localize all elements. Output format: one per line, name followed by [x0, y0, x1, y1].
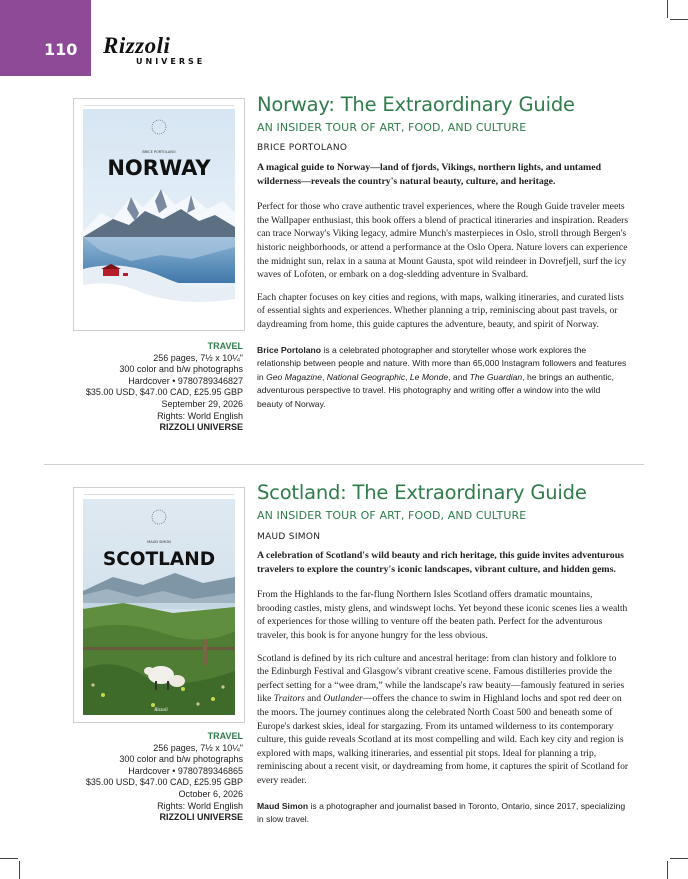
book-lead: A magical guide to Norway—land of fjords, Vikings, northern lights, and untamed wilderness—reveals the country's natural beauty, culture, and heritage. — [257, 162, 602, 187]
book-pages: 256 pages, 7½ x 10¼" — [153, 352, 243, 363]
book-description — [257, 161, 629, 341]
cover-rule — [84, 105, 234, 106]
book-paragraph — [257, 652, 629, 788]
cover-author-text: MAUD SIMON — [147, 540, 171, 544]
paragraph-text: —offers the chance to swim in Highland lochs and spot red deer on the moors. The journey continues along the celebrated North Coast 500 and beneath some of Europe's darkest skies, ideal for stargazing. From its untamed wilderness to its contemporary culture, this guide reveals Scotland at its most compelling and wild. Each key city and region is explored with maps, walking itineraries, and essential pit stops. Ideal for planning a trip, reminiscing about a recent visit, or daydreaming from home, it captures the spirit of Scotland for every reader. — [257, 693, 629, 786]
crop-mark — [19, 861, 20, 879]
book-publisher: RIZZOLI UNIVERSE — [159, 812, 243, 823]
book-format: Hardcover • 9780789346827 — [128, 375, 243, 386]
cover-imprint-text: Rizzoli — [154, 708, 168, 713]
author-bio — [257, 344, 627, 411]
logo-subline: UNIVERSE — [136, 57, 206, 66]
publisher-logo — [103, 34, 205, 66]
book-category: TRAVEL — [207, 341, 243, 351]
book-title: Scotland: The Extraordinary Guide — [257, 481, 587, 504]
bio-publication: Geo Magazine — [266, 371, 322, 382]
book-price: $35.00 USD, $47.00 CAD, £25.95 GBP — [85, 387, 243, 398]
book-author: BRICE PORTOLANO — [257, 143, 348, 153]
book-price: $35.00 USD, $47.00 CAD, £25.95 GBP — [85, 777, 243, 788]
bio-text: , he brings an authentic, adventurous perspective to travel. His photography and writing offer a window into the wild beauty of Norway. — [257, 371, 614, 409]
author-bio — [257, 800, 627, 827]
book-pages: 256 pages, 7½ x 10¼" — [153, 742, 243, 753]
book-photos: 300 color and b/w photographs — [119, 754, 243, 765]
bio-separator: , — [405, 371, 410, 382]
book-paragraph: From the Highlands to the far-flung Northern Isles Scotland offers dramatic mountains, brooding castles, misty glens, and windswept lochs. Yet beyond these iconic scenes lies a wealth of experiences for those willing to venture off the beaten path. Perfect for the adventurous traveler, this book is for anyone hungry for the less obvious. — [257, 589, 628, 641]
book-paragraph: Perfect for those who crave authentic travel experiences, where the Rough Guide traveler meets the Wallpaper enthusiast, this book offers a blend of practical itineraries and inspiration. Readers can trace Norway's Viking legacy, admire Munch's masterpieces in Oslo, stroll through Bergen's historic neighborhoods, or attend a performance at the Oslo Opera. Nature lovers can experience the midnight sun, relax in a sauna at Mount Gausta, spot wild reindeer in Dovrefjell, surf the icy waves of Lofoten, or embark on a dog-sledding adventure in Svalbard. — [257, 201, 629, 281]
bio-separator: , and — [448, 371, 470, 382]
book-publisher: RIZZOLI UNIVERSE — [159, 422, 243, 433]
book-subtitle: AN INSIDER TOUR OF ART, FOOD, AND CULTURE — [257, 121, 527, 134]
cover-author-text: BRICE PORTOLANO — [142, 150, 176, 154]
cover-title-text: SCOTLAND — [102, 549, 216, 570]
book-author: MAUD SIMON — [257, 532, 321, 542]
bio-name: Maud Simon — [257, 801, 309, 811]
show-title: Outlander — [323, 693, 363, 705]
cover-photo — [83, 109, 235, 323]
cover-rule — [84, 494, 234, 495]
paragraph-text: Scotland is defined by its rich culture and ancestral heritage: from clan history and folklore to the Edinburgh Festival and Glasgow's vibrant creative scene. Famous distilleries provide the perfect setting for a “wee dram,” while the landscape's raw beauty—famously featured in series like — [257, 652, 625, 705]
bio-text: is a celebrated photographer and storyteller whose work explores the relationship between people and nature. With more than 65,000 Instagram followers and features in — [257, 345, 627, 382]
paragraph-separator: and — [304, 693, 324, 705]
crop-mark — [667, 0, 668, 18]
book-category: TRAVEL — [207, 731, 243, 741]
book-cover-scotland — [73, 487, 245, 723]
page-number-tab — [0, 0, 91, 76]
crop-mark — [0, 858, 18, 859]
book-date: October 6, 2026 — [178, 788, 243, 799]
bio-text: is a photographer and journalist based in Toronto, Ontario, since 2017, specializing in slow travel. — [257, 801, 626, 825]
book-format: Hardcover • 9780789346865 — [128, 765, 243, 776]
book-rights: Rights: World English — [157, 800, 243, 811]
page-number: 110 — [44, 40, 78, 59]
book-title: Norway: The Extraordinary Guide — [257, 93, 575, 116]
section-divider — [44, 464, 644, 465]
cover-imprint-text: Rizzoli — [210, 313, 224, 318]
book-cover-norway — [73, 98, 245, 331]
book-photos: 300 color and b/w photographs — [119, 364, 243, 375]
crop-mark — [670, 19, 688, 20]
book-meta-norway — [73, 341, 243, 434]
crop-mark — [667, 861, 668, 879]
bio-separator: , — [321, 371, 327, 382]
bio-name: Brice Portolano — [257, 345, 321, 355]
book-description — [257, 549, 629, 797]
show-title: Traitors — [273, 693, 305, 705]
cover-title-text: NORWAY — [107, 156, 211, 180]
bio-publication: The Guardian — [469, 371, 523, 382]
book-paragraph: Each chapter focuses on key cities and regions, with maps, walking itineraries, and curated lists of essential sights and experiences. Whether planning a trip, reminiscing about past travels, or daydreaming from home, this guide captures the adventure, beauty, and spirit of Norway. — [257, 291, 624, 330]
book-date: September 29, 2026 — [161, 398, 243, 409]
bio-publication: Le Monde — [409, 371, 449, 382]
book-meta-scotland — [73, 731, 243, 824]
book-subtitle: AN INSIDER TOUR OF ART, FOOD, AND CULTURE — [257, 509, 527, 522]
bio-publication: National Geographic — [326, 371, 406, 382]
crop-mark — [670, 858, 688, 859]
logo-wordmark: Rizzoli — [103, 33, 171, 58]
book-rights: Rights: World English — [157, 410, 243, 421]
cover-photo — [83, 499, 235, 715]
book-lead: A celebration of Scotland's wild beauty and rich heritage, this guide invites adventurous travelers to explore the country's iconic landscapes, vibrant culture, and hidden gems. — [257, 550, 624, 575]
